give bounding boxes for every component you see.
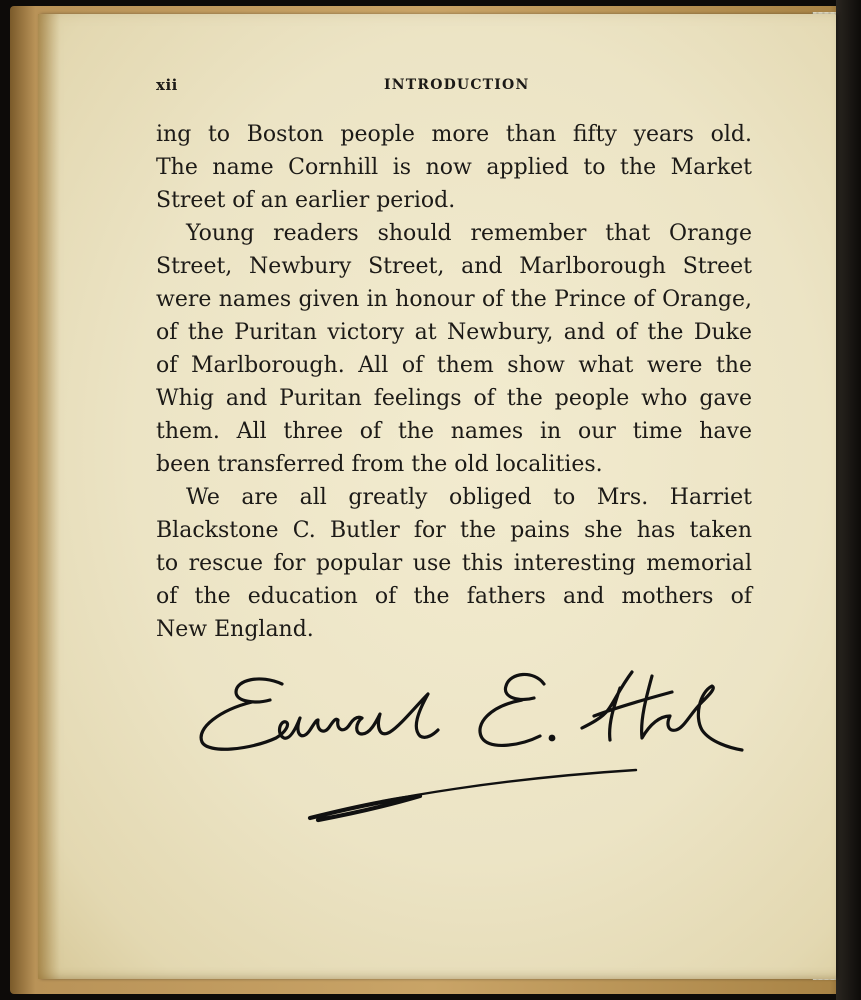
text-line: Whig and Puritan feelings of the people who gave <box>156 386 752 411</box>
signature-flourish-tail <box>310 796 420 820</box>
text-line: of Marlborough. All of them show what were the <box>156 353 752 378</box>
text-line: Blackstone C. Butler for the pains she has taken <box>156 518 752 543</box>
signature-last-name <box>582 672 742 750</box>
signature-first-name <box>201 679 438 749</box>
signature-period <box>549 735 556 742</box>
text-line: ing to Boston people more than fifty years old. <box>156 122 752 147</box>
text-line: Young readers should remember that Orange <box>186 221 752 246</box>
text-line: New England. <box>156 617 314 642</box>
page-edge-shadow <box>836 0 861 1000</box>
text-line: of the education of the fathers and mothers of <box>156 584 752 609</box>
signature-middle-initial <box>480 674 544 745</box>
text-line: were names given in honour of the Prince of Orange, <box>156 287 752 312</box>
text-line: been transferred from the old localities. <box>156 452 603 477</box>
text-line: We are all greatly obliged to Mrs. Harriet <box>186 485 752 510</box>
text-line: them. All three of the names in our time have <box>156 419 752 444</box>
page-header <box>156 74 752 98</box>
text-line: of the Puritan victory at Newbury, and of the Duke <box>156 320 752 345</box>
text-line: to rescue for popular use this interesting memorial <box>156 551 752 576</box>
text-line: Street of an earlier period. <box>156 188 456 213</box>
running-head: INTRODUCTION <box>384 77 530 93</box>
gutter-stain <box>38 14 60 979</box>
body-text <box>156 118 752 646</box>
page-number: xii <box>156 76 178 94</box>
text-line: The name Cornhill is now applied to the Market <box>156 155 752 180</box>
text-line: Street, Newbury Street, and Marlborough Street <box>156 254 752 279</box>
handwritten-signature <box>190 658 770 838</box>
